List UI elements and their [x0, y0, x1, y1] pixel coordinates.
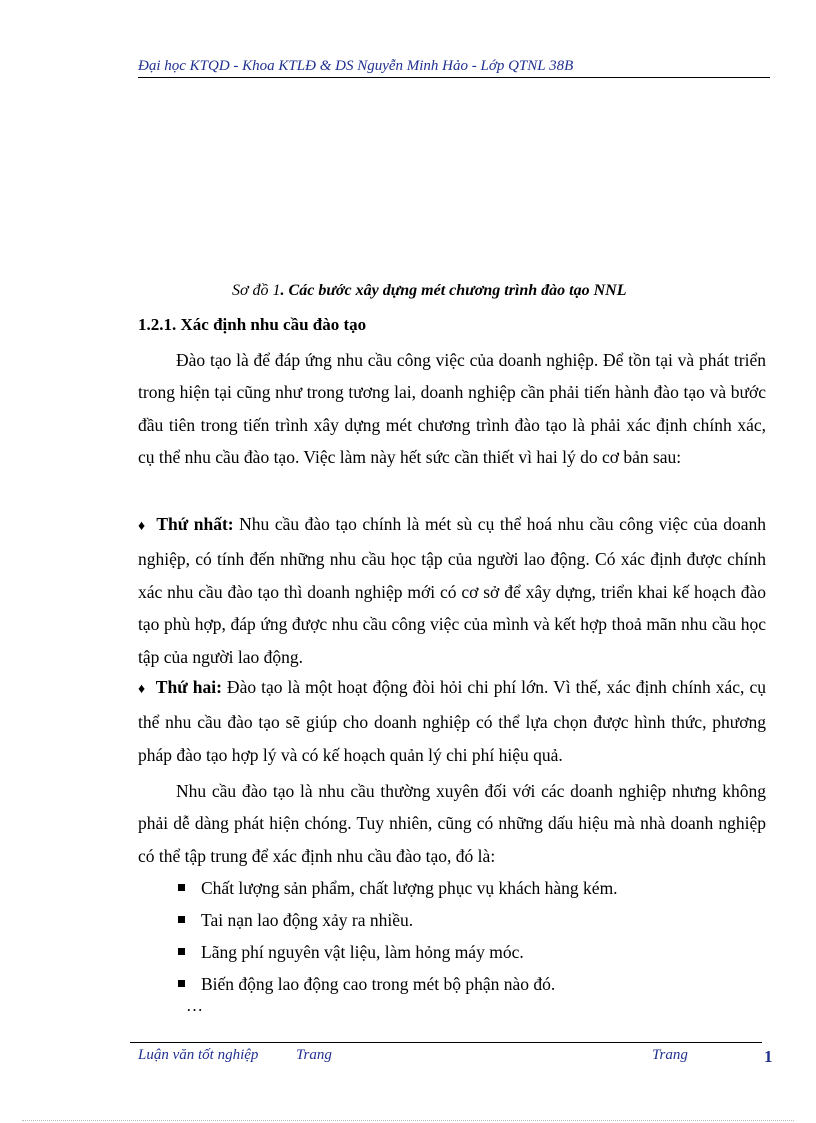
page-header: Đại học KTQD - Khoa KTLĐ & DS Nguyễn Minh Hảo - Lớp QTNL 38B: [138, 58, 770, 78]
list-item: Tai nạn lao động xảy ra nhiều.: [178, 904, 618, 936]
diamond-bullet-icon: ♦: [138, 681, 146, 697]
footer-divider: [130, 1042, 762, 1043]
page-edge-divider: [22, 1120, 794, 1121]
paragraph-intro: Đào tạo là để đáp ứng nhu cầu công việc của doanh nghiệp. Để tồn tại và phát triển trong hiện tại cũng như trong tương lai, doanh nghiệp cần phải tiến hành đào tạo và bước đầu tiên trong tiến trình xây dựng mét chương trình đào tạo là phải xác định chính xác, cụ thể nhu cầu đào tạo. Việc làm này hết sức cần thiết vì hai lý do cơ bản sau:: [138, 349, 766, 467]
square-bullet-icon: [178, 884, 185, 891]
reason-item-second: [138, 671, 766, 772]
reason-text: Nhu cầu đào tạo chính là mét sù cụ thể hoá nhu cầu công việc của doanh nghiệp, có tính đến những nhu cầu học tập của người lao động. Có xác định được chính xác nhu cầu đào tạo thì doanh nghiệp mới có cơ sở để xây dựng, triển khai kế hoạch đào tạo phù hợp, đáp ứng được nhu cầu công việc của mình và kết hợp thoả mãn nhu cầu học tập của người lao động.: [138, 513, 766, 667]
reason-label: Thứ hai:: [155, 676, 222, 697]
ellipsis: …: [186, 996, 203, 1015]
signs-list: [178, 872, 618, 1000]
paragraph-signs: Nhu cầu đào tạo là nhu cầu thường xuyên đối với các doanh nghiệp nhưng không phải dễ dàng phát hiện chóng. Tuy nhiên, cũng có những dấu hiệu mà nhà doanh nghiệp có thể tập trung để xác định nhu cầu đào tạo, đó là:: [138, 780, 766, 866]
reason-label: Thứ nhất:: [156, 513, 234, 534]
reason-text: Đào tạo là một hoạt động đòi hỏi chi phí lớn. Vì thế, xác định chính xác, cụ thể nhu cầu đào tạo sẽ giúp cho doanh nghiệp có thể lựa chọn được hình thức, phương pháp đào tạo hợp lý và có kế hoạch quản lý chi phí hiệu quả.: [138, 676, 766, 765]
square-bullet-icon: [178, 948, 185, 955]
list-item: Biến động lao động cao trong mét bộ phận nào đó.: [178, 968, 618, 1000]
reason-item-first: [138, 508, 766, 674]
figure-caption: [232, 282, 626, 300]
list-item: Chất lượng sản phẩm, chất lượng phục vụ khách hàng kém.: [178, 872, 618, 904]
list-item: Lãng phí nguyên vật liệu, làm hỏng máy móc.: [178, 936, 618, 968]
square-bullet-icon: [178, 916, 185, 923]
caption-prefix: Sơ đồ 1: [232, 282, 281, 299]
page-number: 1: [764, 1047, 773, 1066]
caption-title: . Các bước xây dựng mét chương trình đào tạo NNL: [280, 282, 627, 299]
section-heading: 1.2.1. Xác định nhu cầu đào tạo: [138, 315, 367, 334]
diamond-bullet-icon: ♦: [138, 518, 147, 534]
square-bullet-icon: [178, 980, 185, 987]
footer-left: Luận văn tốt nghiệp: [138, 1047, 259, 1063]
footer-mid: Trang: [296, 1047, 332, 1063]
footer-right: Trang: [652, 1047, 688, 1063]
